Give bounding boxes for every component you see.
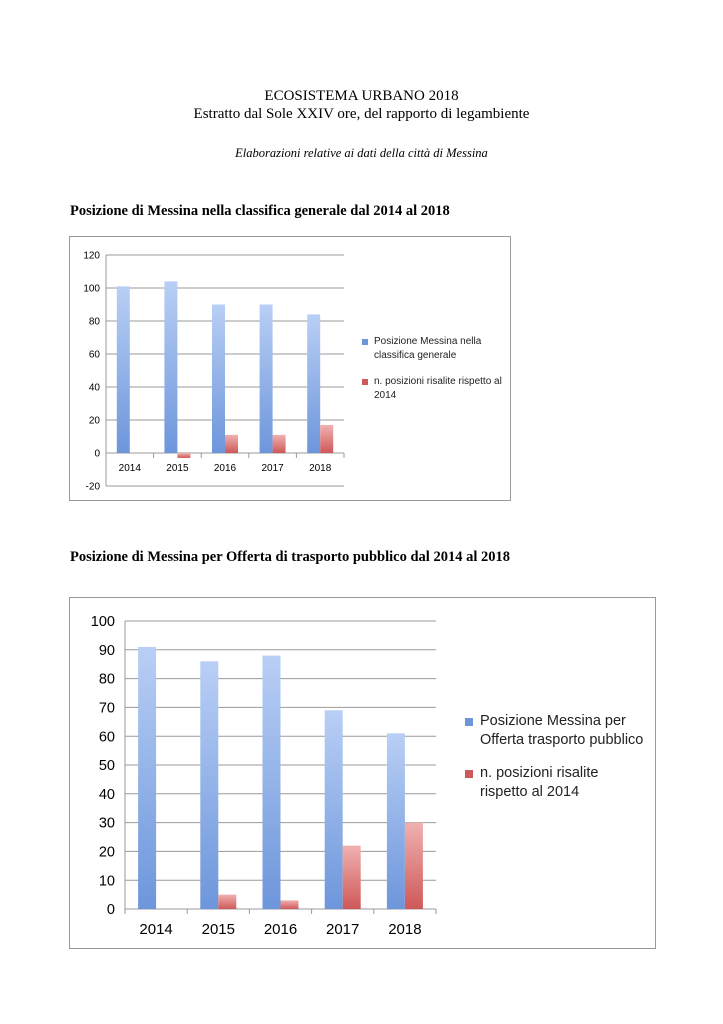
x-category-label: 2016 [263,921,298,938]
page-note: Elaborazioni relative ai dati della città di Messina [235,146,488,160]
bar-series-1-2016 [212,305,225,454]
bar-series-1-2014 [117,286,130,453]
legend-swatch-series-2 [465,770,473,778]
legend-label-series-2: n. posizioni risalite rispetto al 2014 [480,765,599,800]
x-category-label: 2018 [309,463,332,474]
chart-trasporto-pubblico [69,597,656,949]
y-tick-label: 0 [106,902,115,919]
legend-item-series-1 [362,335,502,363]
y-tick-label: -20 [85,481,100,493]
bar-series-2-2016 [281,900,299,909]
legend-label-series-1: Posizione Messina nella classifica generale [374,336,482,361]
y-tick-label: 40 [88,382,100,394]
y-tick-label: 80 [98,671,115,688]
bar-series-2-2015 [177,453,190,458]
y-tick-label: 100 [83,283,100,295]
legend-swatch-series-1 [465,718,473,726]
legend-label-series-2: n. posizioni risalite rispetto al 2014 [374,376,502,401]
x-category-label: 2016 [213,463,237,474]
x-category-label: 2014 [118,463,141,474]
page-subtitle: Estratto dal Sole XXIV ore, del rapporto di legambiente [193,106,530,122]
legend-trasporto [465,712,645,802]
section-title-classifica: Posizione di Messina nella classifica generale dal 2014 al 2018 [70,203,450,219]
bar-series-1-2015 [200,661,218,909]
bar-series-2-2016 [225,435,238,453]
y-tick-label: 90 [98,642,115,659]
bar-series-1-2015 [164,281,177,453]
y-tick-label: 120 [83,250,100,262]
bar-series-1-2017 [260,305,273,454]
x-category-label: 2017 [261,463,284,474]
y-tick-label: 10 [98,873,115,890]
legend-item-series-2 [465,764,645,802]
chart-classifica-generale [69,236,511,501]
y-tick-label: 30 [98,815,115,832]
legend-item-series-2 [362,375,502,403]
legend-item-series-1 [465,712,645,750]
bar-series-2-2018 [405,823,423,909]
x-category-label: 2014 [139,921,173,938]
y-tick-label: 50 [98,758,115,775]
bar-series-2-2015 [218,895,236,909]
y-tick-label: 70 [98,700,115,717]
section-title-trasporto: Posizione di Messina per Offerta di trasporto pubblico dal 2014 al 2018 [70,549,510,565]
y-tick-label: 60 [88,349,100,361]
bar-series-1-2018 [387,733,405,909]
y-tick-label: 20 [88,415,100,427]
legend-swatch-series-1 [362,339,368,345]
legend-classifica [362,335,502,403]
y-tick-label: 20 [98,844,115,861]
x-category-label: 2017 [326,921,360,938]
bar-series-2-2017 [343,846,361,909]
legend-label-series-1: Posizione Messina per Offerta trasporto pubblico [480,713,644,748]
bar-series-1-2016 [263,656,281,909]
y-tick-label: 100 [90,614,115,631]
bar-series-2-2018 [320,425,333,453]
bar-series-2-2017 [273,435,286,453]
bar-series-1-2018 [307,314,320,453]
y-tick-label: 80 [88,316,100,328]
y-tick-label: 0 [94,448,100,460]
y-tick-label: 40 [98,786,115,803]
y-tick-label: 60 [98,729,115,746]
bar-series-1-2017 [325,710,343,909]
x-category-label: 2015 [201,921,235,938]
x-category-label: 2018 [388,921,422,938]
x-category-label: 2015 [166,463,189,474]
bar-series-1-2014 [138,647,156,909]
page-title: ECOSISTEMA URBANO 2018 [264,88,459,104]
legend-swatch-series-2 [362,379,368,385]
